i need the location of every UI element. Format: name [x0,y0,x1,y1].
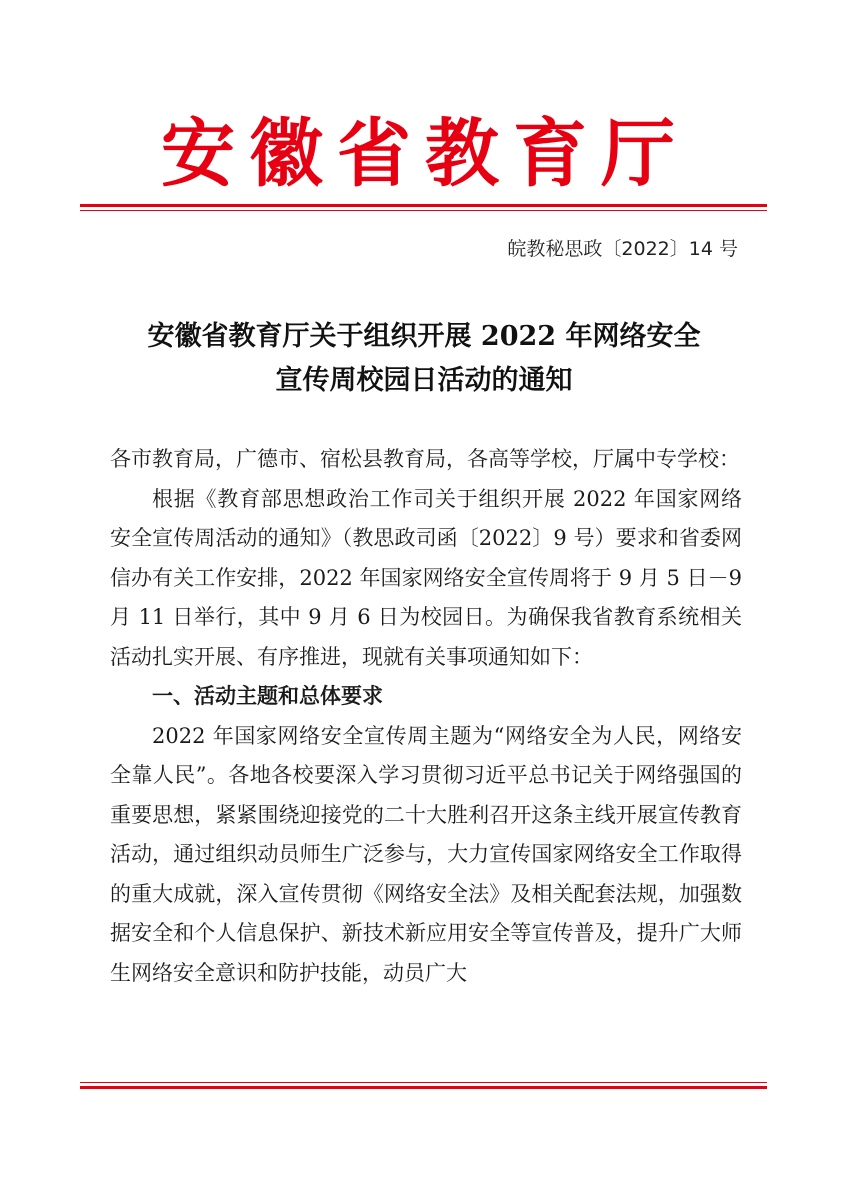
paragraph-1: 根据《教育部思想政治工作司关于组织开展 2022 年国家网络安全宣传周活动的通知》（教思政司函〔2022〕9 号）要求和省委网信办有关工作安排，2022 年国家网络安全宣传周将于 9 月 5 日－9 月 11 日举行，其中 9 月 6 日为校园日。为确保我省教育系统相关活动扎实开展、有序推进，现就有关事项通知如下： [110,486,742,669]
paragraph-2: 2022 年国家网络安全宣传周主题为“网络安全为人民，网络安全靠人民”。各地各校要深入学习贯彻习近平总书记关于网络强国的重要思想，紧紧围绕迎接党的二十大胜利召开这条主线开展宣传教育活动，通过组织动员师生广泛参与，大力宣传国家网络安全工作取得的重大成就，深入宣传贯彻《网络安全法》及相关配套法规，加强数据安全和个人信息保护、新技术新应用安全等宣传普及，提升广大师生网络安全意识和防护技能，动员广大 [110,723,742,985]
masthead-rule-thin [80,210,767,211]
title-line-2: 宣传周校园日活动的通知 [275,365,573,396]
footer-rule-thin [80,1082,767,1083]
document-body [110,440,742,993]
salutation: 各市教育局，广德市、宿松县教育局，各高等学校，厅属中专学校： [110,447,740,471]
masthead-title: 安徽省教育厅 [161,111,689,197]
title-line-1: 安徽省教育厅关于组织开展 2022 年网络安全 [147,321,701,352]
document-number: 皖教秘思政〔2022〕14 号 [507,238,738,260]
footer-rule-thick [80,1086,767,1089]
section-heading-1: 一、活动主题和总体要求 [152,684,383,708]
masthead-rule-thick [80,204,767,207]
document-title [80,315,768,403]
